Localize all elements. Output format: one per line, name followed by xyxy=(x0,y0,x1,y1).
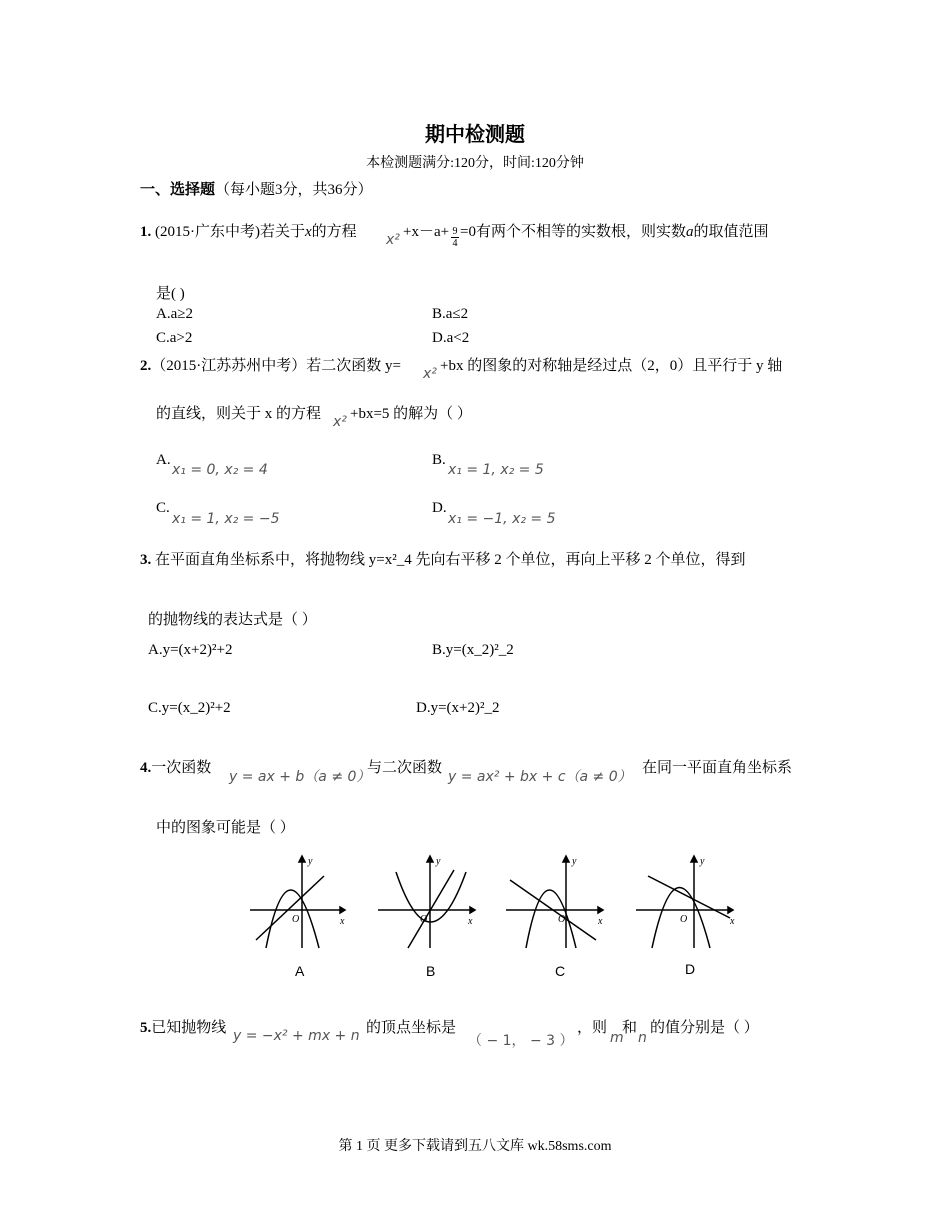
q1-line1-rest xyxy=(460,220,769,241)
q2-option-c-eq: x₁ = 1, x₂ = −5 xyxy=(172,511,280,527)
section-heading xyxy=(140,178,373,199)
page-title: 期中检测题 xyxy=(425,124,525,146)
q3-stem: 在平面直角坐标系中，将抛物线 y=x²_4 先向右平移 2 个单位，再向上平移 2 个单位，得到 xyxy=(155,552,746,568)
graph-d-y-arrow xyxy=(691,856,697,862)
q4-stem-c: 在同一平面直角坐标系 xyxy=(642,760,793,776)
graph-b-parabola xyxy=(396,872,466,922)
q5-stem-e: 的值分别是（ ） xyxy=(650,1020,759,1036)
q1-line1 xyxy=(140,220,357,241)
exam-subtitle: 本检测题满分:120分，时间:120分钟 xyxy=(366,156,584,171)
graph-a-x-label: x xyxy=(340,916,345,927)
q2-number: 2. xyxy=(140,358,152,374)
q5-stem-d: 和 xyxy=(622,1020,638,1036)
graph-d-x-label: x xyxy=(730,916,735,927)
q5-number: 5. xyxy=(140,1020,152,1036)
q3-option-c: C.y=(x_2)²+2 xyxy=(148,700,231,716)
q4-stem-a: 一次函数 xyxy=(151,760,212,776)
graph-d-label: D xyxy=(685,961,696,977)
q2-stem-a: （2015·江苏苏州中考）若二次函数 y= xyxy=(151,358,401,374)
q4-line1-a xyxy=(140,756,211,777)
q1-stem-c: 有两个不相等的实数根，则实数 xyxy=(475,224,686,240)
q5-stem-b: 的顶点坐标是 xyxy=(366,1020,457,1036)
q1-eq-end: =0 xyxy=(460,224,476,240)
q4-graphs xyxy=(244,852,744,987)
q2-eq2-x2: x² xyxy=(333,414,347,430)
q3-line2: 的抛物线的表达式是（ ） xyxy=(148,612,317,628)
graph-c-origin: O xyxy=(558,914,566,925)
q2-option-a-label: A. xyxy=(156,452,171,468)
q1-option-d: D.a<2 xyxy=(432,330,470,346)
q1-frac-den: 4 xyxy=(452,238,458,249)
section-title: 一、选择题 xyxy=(140,182,216,198)
q3-number: 3. xyxy=(140,552,152,568)
q4-line2: 中的图象可能是（ ） xyxy=(156,820,295,836)
q5-eq: y = −x² + mx + n xyxy=(233,1028,360,1044)
q1-stem-a: (2015·广东中考)若关于 xyxy=(155,224,305,240)
graph-a-y-arrow xyxy=(299,856,305,862)
graph-c-y-arrow xyxy=(563,856,569,862)
q2-option-a-eq: x₁ = 0, x₂ = 4 xyxy=(172,462,268,478)
q5-stem-c: ，则 xyxy=(577,1020,608,1036)
q2-option-b-eq: x₁ = 1, x₂ = 5 xyxy=(448,462,544,478)
q4-number: 4. xyxy=(140,760,152,776)
q2-line2-a: 的直线，则关于 x 的方程 xyxy=(156,406,322,422)
q1-option-b: B.a≤2 xyxy=(432,306,469,322)
graph-c-x-label: x xyxy=(598,916,603,927)
graph-d-line xyxy=(648,876,730,918)
q2-option-b-label: B. xyxy=(432,452,446,468)
graph-b xyxy=(378,856,475,948)
q5-line1-a xyxy=(140,1016,226,1037)
q2-option-c-label: C. xyxy=(156,500,170,516)
q3-line1 xyxy=(140,548,745,569)
graph-b-line xyxy=(408,870,454,948)
q3-option-a: A.y=(x+2)²+2 xyxy=(148,642,233,658)
q5-var-n: n xyxy=(638,1030,647,1046)
graph-a-x-arrow xyxy=(340,907,345,913)
graph-b-x-arrow xyxy=(470,907,475,913)
graph-c-parabola xyxy=(526,890,576,948)
graph-d xyxy=(636,856,733,948)
graph-a-y-label: y xyxy=(308,856,313,867)
q4-eq2: y = ax² + bx + c（a ≠ 0） xyxy=(448,769,632,785)
graph-a-label: A xyxy=(295,963,305,979)
graph-b-y-arrow xyxy=(427,856,433,862)
q1-frac-num: 9 xyxy=(452,226,458,237)
graph-b-y-label: y xyxy=(436,856,441,867)
q3-option-d: D.y=(x+2)²_2 xyxy=(416,700,500,716)
q1-var-x: x xyxy=(305,224,312,240)
graph-c xyxy=(506,856,603,948)
q5-stem-a: 已知抛物线 xyxy=(151,1020,227,1036)
q1-stem-b: 的方程 xyxy=(311,224,357,240)
graph-c-label: C xyxy=(555,963,566,979)
q2-line2-b: +bx=5 的解为（ ） xyxy=(350,406,472,422)
q2-line1-a xyxy=(140,354,401,375)
q1-eq-x2: x² xyxy=(386,232,400,248)
graph-d-x-arrow xyxy=(728,907,733,913)
q1-eq-mid: +x－a+ xyxy=(403,224,450,240)
graph-a-origin: O xyxy=(292,914,300,925)
graph-a xyxy=(250,856,345,948)
graph-b-label: B xyxy=(426,963,436,979)
q1-number: 1. xyxy=(140,224,152,240)
graph-b-x-label: x xyxy=(468,916,473,927)
graph-d-origin: O xyxy=(680,914,688,925)
section-note: （每小题3分，共36分） xyxy=(215,182,373,198)
q4-eq1: y = ax + b（a ≠ 0） xyxy=(229,769,371,785)
q2-option-d-eq: x₁ = −1, x₂ = 5 xyxy=(448,511,556,527)
q2-stem-b: +bx 的图象的对称轴是经过点（2，0）且平行于 y 轴 xyxy=(440,358,783,374)
q3-option-b: B.y=(x_2)²_2 xyxy=(432,642,514,658)
q5-vertex: （ − 1， − 3 ） xyxy=(468,1033,574,1049)
q4-stem-b: 与二次函数 xyxy=(367,760,443,776)
page-footer: 第 1 页 更多下载请到五八文库 wk.58sms.com xyxy=(338,1139,612,1154)
graph-c-y-label: y xyxy=(572,856,577,867)
q1-var-a: a xyxy=(685,224,694,240)
q1-line2: 是( ) xyxy=(156,286,185,302)
q5-var-m: m xyxy=(610,1030,624,1046)
graph-c-x-arrow xyxy=(598,907,603,913)
graph-d-y-label: y xyxy=(700,856,705,867)
q1-fraction xyxy=(451,226,459,249)
q2-option-d-label: D. xyxy=(432,500,447,516)
q1-option-c: C.a>2 xyxy=(156,330,193,346)
q1-option-a: A.a≥2 xyxy=(156,306,193,322)
q1-stem-d: 的取值范围 xyxy=(693,224,769,240)
graph-b-origin: O xyxy=(420,914,428,925)
q2-eq-x2: x² xyxy=(423,366,437,382)
